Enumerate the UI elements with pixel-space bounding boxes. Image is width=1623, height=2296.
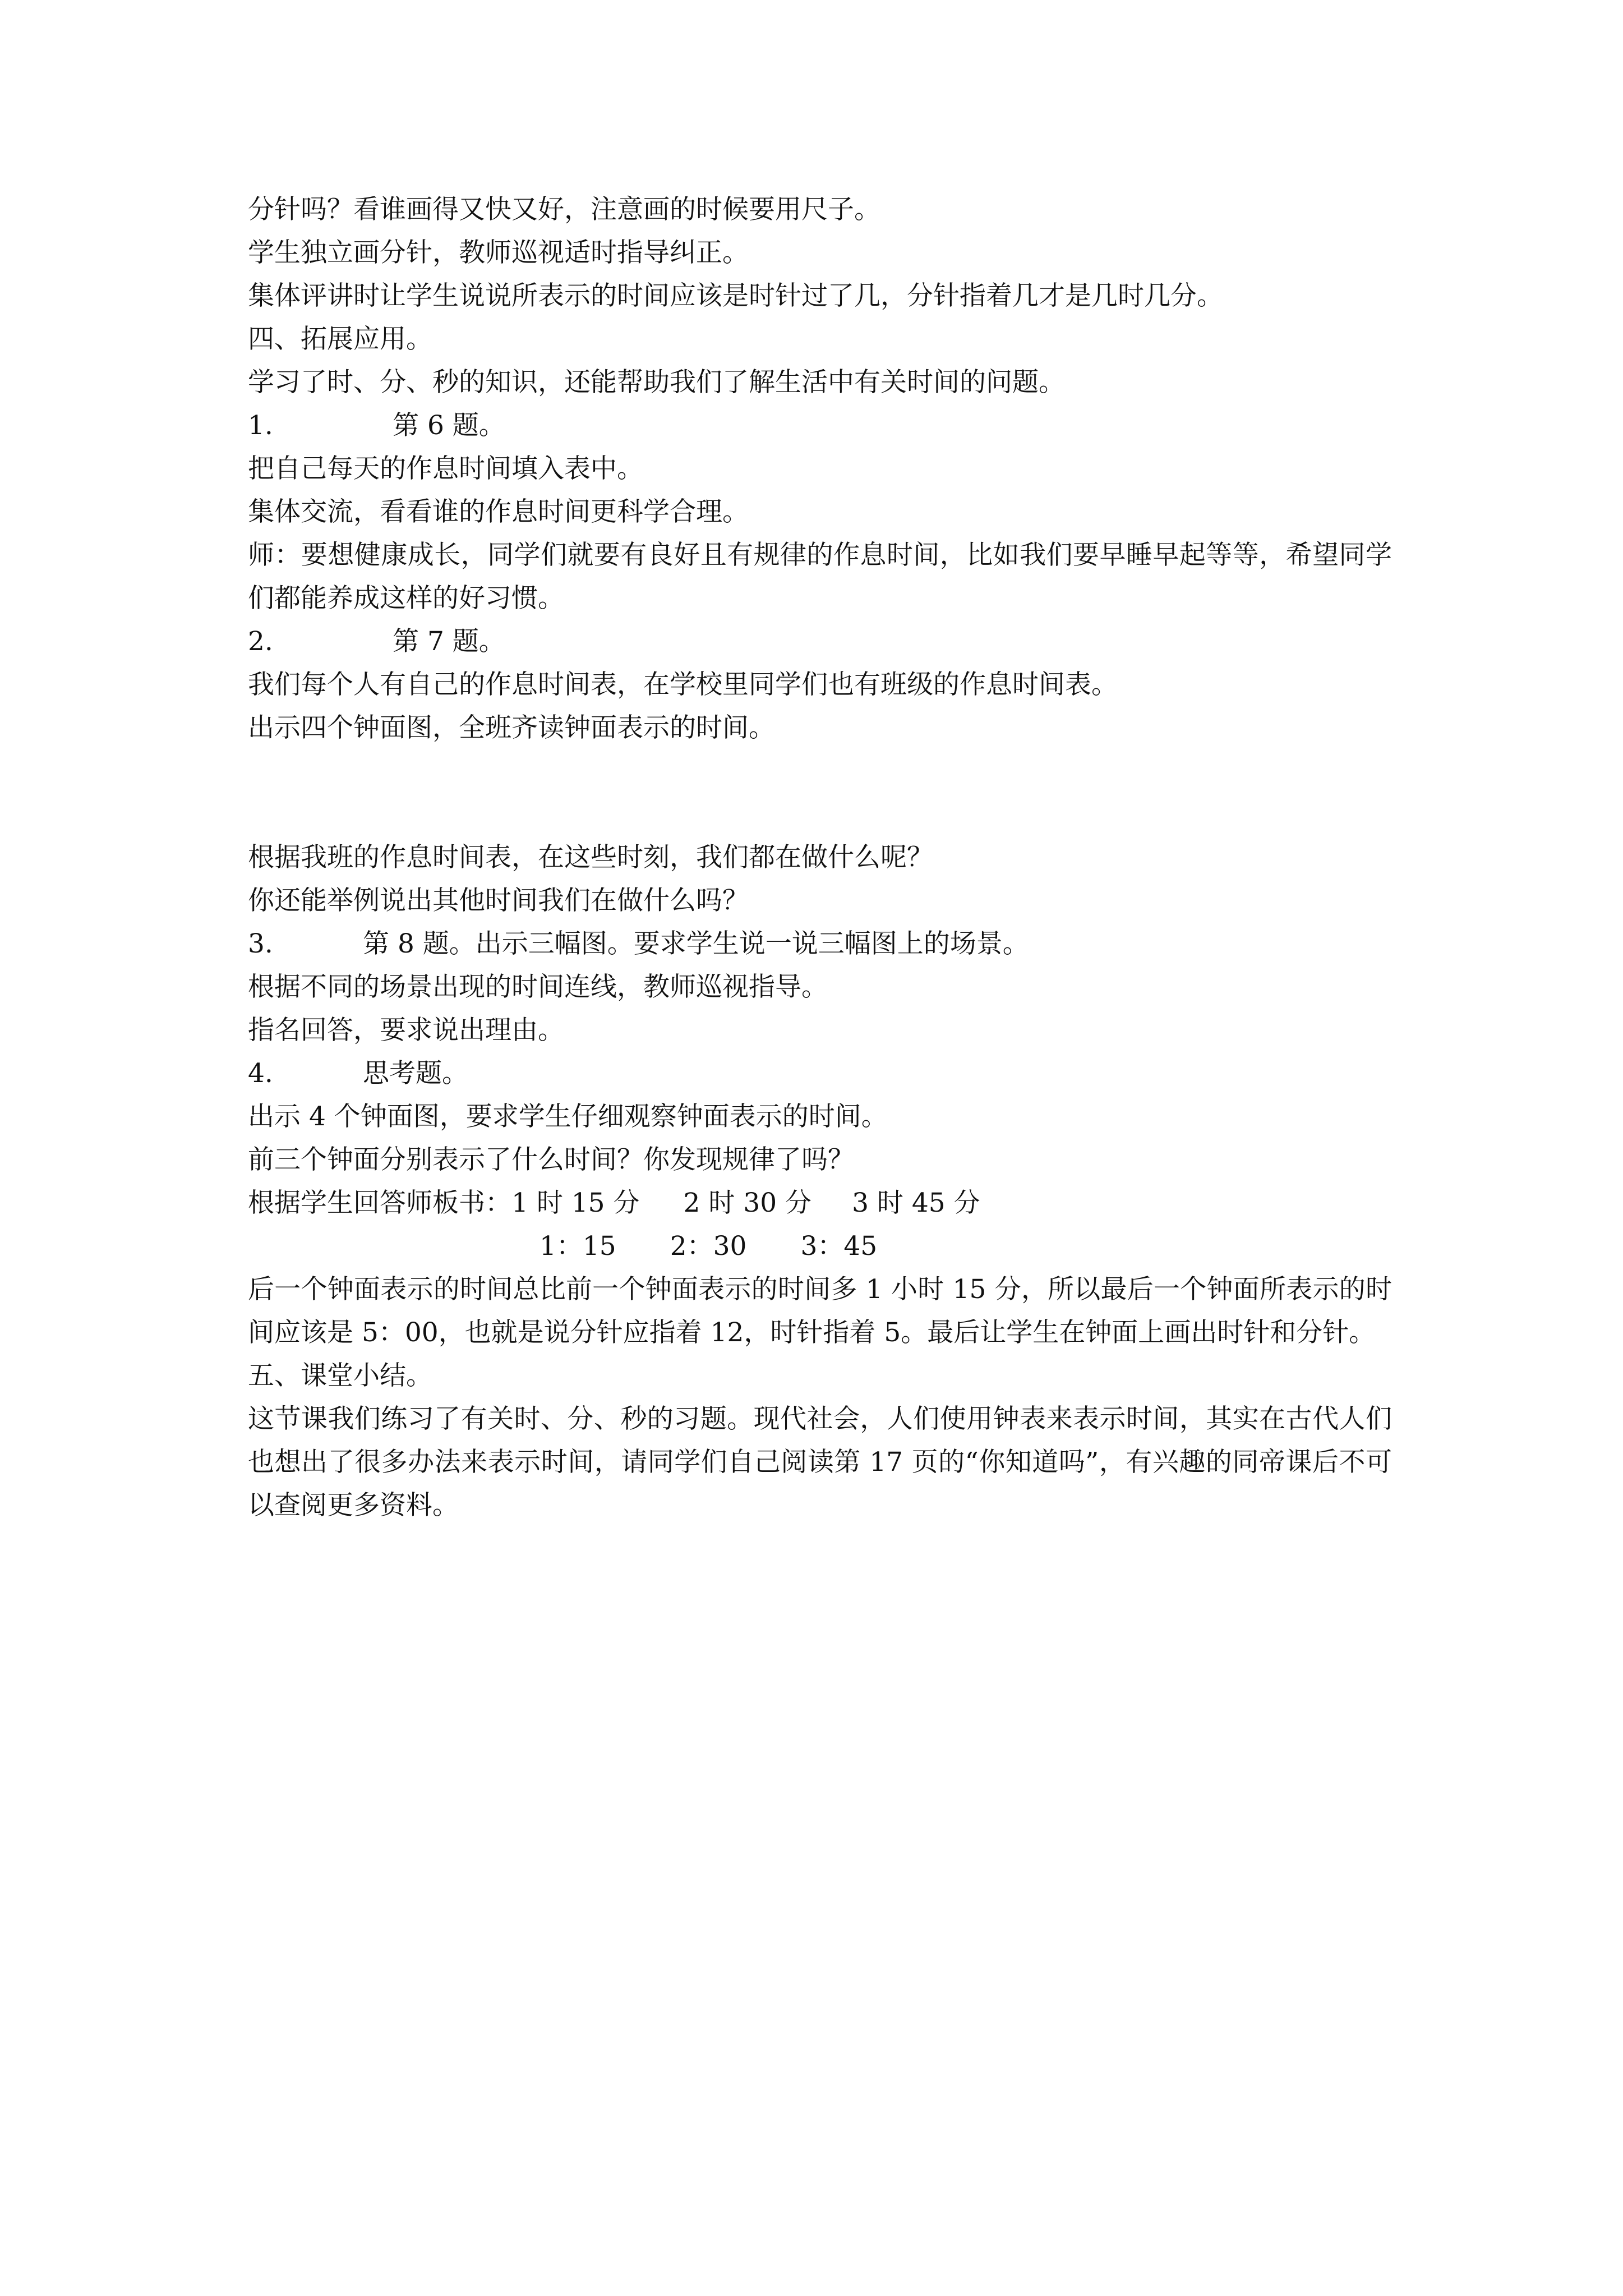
item-number: 1.	[248, 410, 273, 441]
paragraph-line: 集体交流，看看谁的作息时间更科学合理。	[248, 496, 749, 527]
paragraph-line: 我们每个人有自己的作息时间表，在学校里同学们也有班级的作息时间表。	[248, 669, 1118, 700]
paragraph-line: 出示 4 个钟面图，要求学生仔细观察钟面表示的时间。	[248, 1101, 888, 1132]
paragraph-explanation: 后一个钟面表示的时间总比前一个钟面表示的时间多 1 小时 15 分，所以最后一个钟面所表示的时间应该是 5：00，也就是说分针应指着 12，时针指着 5。最后让学生在钟面上画出时针和分针。	[248, 1274, 1392, 1348]
time-2: 2 时 30 分	[683, 1188, 812, 1218]
numbered-item-2	[248, 620, 1392, 663]
item-number: 3.	[248, 928, 273, 959]
numbered-item-1	[248, 404, 1392, 447]
paragraph-line: 分针吗？看谁画得又快又好，注意画的时候要用尺子。	[248, 194, 880, 225]
board-writing-ratios	[248, 1225, 1392, 1268]
numbered-item-3	[248, 922, 1392, 965]
section-heading-extension: 四、拓展应用。	[248, 324, 432, 355]
item-number: 4.	[248, 1058, 273, 1089]
paragraph-line: 学习了时、分、秒的知识，还能帮助我们了解生活中有关时间的问题。	[248, 367, 1065, 398]
teacher-remark: 师：要想健康成长，同学们就要有良好且有规律的作息时间，比如我们要早睡早起等等，希望同学们都能养成这样的好习惯。	[248, 540, 1392, 614]
board-writing-times	[248, 1181, 1392, 1225]
blank-gap	[248, 749, 1392, 836]
paragraph-line: 出示四个钟面图，全班齐读钟面表示的时间。	[248, 712, 775, 743]
item-text: 思考题。	[363, 1058, 468, 1089]
paragraph-summary: 这节课我们练习了有关时、分、秒的习题。现代社会，人们使用钟表来表示时间，其实在古代人们也想出了很多办法来表示时间，请同学们自己阅读第 17 页的“你知道吗”，有兴趣的同帝课后不可以查阅更多资料。	[248, 1404, 1392, 1521]
item-text: 第 6 题。	[393, 410, 505, 441]
paragraph-line: 学生独立画分针，教师巡视适时指导纠正。	[248, 237, 749, 268]
section-heading-summary: 五、课堂小结。	[248, 1360, 432, 1391]
ratio-3: 3：45	[800, 1231, 878, 1262]
paragraph-line: 前三个钟面分别表示了什么时间？你发现规律了吗？	[248, 1144, 854, 1175]
paragraph-line: 把自己每天的作息时间填入表中。	[248, 453, 643, 484]
board-writing-prefix: 根据学生回答师板书：	[248, 1188, 511, 1218]
paragraph-line: 根据我班的作息时间表，在这些时刻，我们都在做什么呢？	[248, 842, 933, 873]
item-text: 第 8 题。出示三幅图。要求学生说一说三幅图上的场景。	[363, 928, 1029, 959]
paragraph-line: 指名回答，要求说出理由。	[248, 1015, 564, 1046]
document-body	[248, 188, 1392, 1527]
paragraph-line: 集体评讲时让学生说说所表示的时间应该是时针过了几，分针指着几才是几时几分。	[248, 280, 1223, 311]
ratio-2: 2：30	[670, 1231, 747, 1262]
paragraph-line: 你还能举例说出其他时间我们在做什么吗？	[248, 885, 749, 916]
ratio-1: 1：15	[540, 1231, 616, 1262]
item-number: 2.	[248, 626, 273, 657]
paragraph-line: 根据不同的场景出现的时间连线，教师巡视指导。	[248, 972, 828, 1002]
item-text: 第 7 题。	[393, 626, 505, 657]
time-3: 3 时 45 分	[852, 1188, 980, 1218]
numbered-item-4	[248, 1052, 1392, 1095]
time-1: 1 时 15 分	[511, 1188, 640, 1218]
